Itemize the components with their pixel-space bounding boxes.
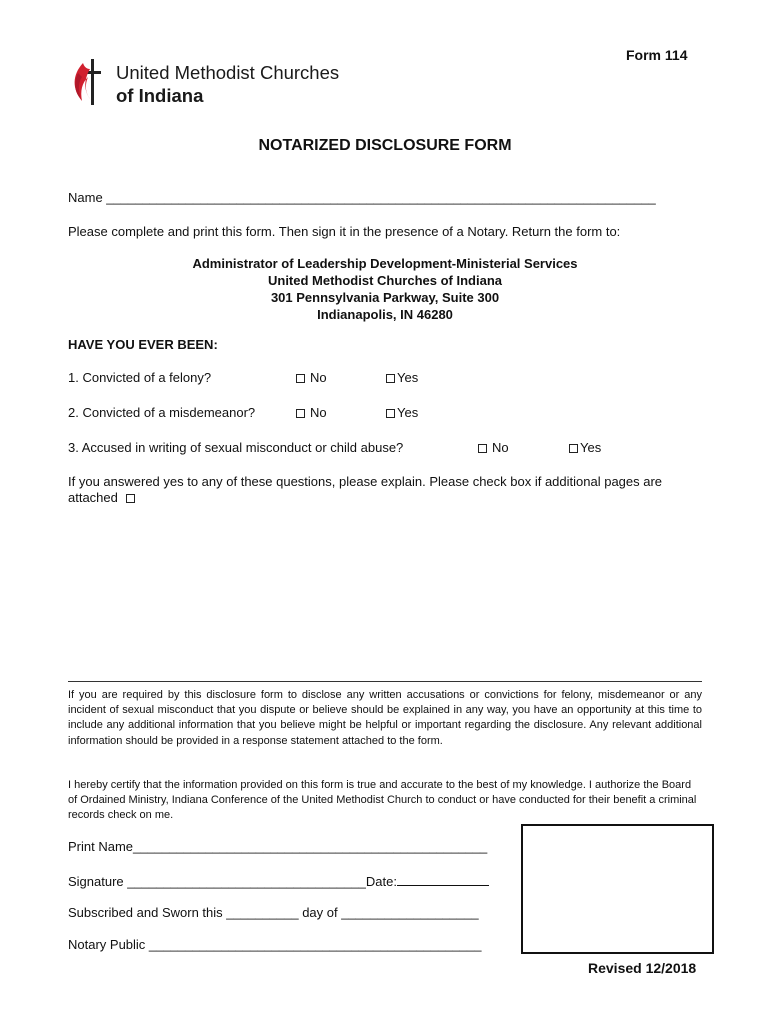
address-line-4: Indianapolis, IN 46280	[317, 307, 453, 322]
return-address	[0, 255, 770, 323]
signature-row	[68, 872, 489, 890]
question-3-no-option[interactable]	[478, 440, 509, 456]
yes-label: Yes	[397, 370, 419, 385]
date-label: Date:	[365, 874, 397, 889]
notary-seal-box	[521, 824, 714, 954]
address-line-3: 301 Pennsylvania Parkway, Suite 300	[270, 290, 500, 305]
checkbox-icon[interactable]	[296, 374, 305, 383]
page-title: NOTARIZED DISCLOSURE FORM	[258, 137, 512, 154]
no-label: No	[310, 370, 327, 385]
sworn-row	[68, 905, 479, 921]
checkbox-icon[interactable]	[296, 409, 305, 418]
cross-and-flame-icon	[75, 59, 101, 105]
checkbox-icon[interactable]	[386, 409, 395, 418]
question-3-yes-option[interactable]	[569, 440, 601, 456]
disclaimer: If you are required by this disclosure form to disclose any written accusations or convictions for felony, misdemeanor or any incident of sexual misconduct that you dispute or believe should be explained in any way, you have an opportunity at this time to include any additional information that you believe might be helpful or important regarding the disclosure. Any relevant additional information should be provided in a response statement attached to the form.	[68, 689, 702, 747]
question-1-no-option[interactable]	[296, 370, 327, 386]
form-number: Form 114	[626, 47, 688, 63]
address-line-2: United Methodist Churches of Indiana	[267, 273, 502, 288]
print-name-field[interactable]: Print Name_________________________________________________	[68, 839, 488, 854]
address-line-1: Administrator of Leadership Development-Ministerial Services	[192, 256, 578, 271]
sworn-day-field[interactable]: Subscribed and Sworn this __________	[68, 905, 299, 920]
signature-field[interactable]: Signature _________________________________	[68, 874, 366, 889]
checkbox-icon[interactable]	[478, 444, 487, 453]
date-field[interactable]	[397, 872, 489, 886]
no-label: No	[310, 405, 327, 420]
additional-pages-checkbox[interactable]	[126, 494, 135, 503]
question-2-no-option[interactable]	[296, 405, 327, 421]
checkbox-icon[interactable]	[569, 444, 578, 453]
logo-line-1: United Methodist Churches	[116, 62, 340, 83]
yes-label: Yes	[580, 440, 602, 455]
sworn-month-field[interactable]: day of ___________________	[302, 905, 479, 920]
divider	[68, 681, 702, 682]
question-2-text: 2. Convicted of a misdemeanor?	[68, 405, 256, 420]
instructions: Please complete and print this form. Then sign it in the presence of a Notary. Return the form to:	[68, 224, 621, 239]
notary-public-field[interactable]: Notary Public ______________________________________________	[68, 937, 482, 952]
logo-line-2: of Indiana	[116, 85, 204, 106]
question-1-text: 1. Convicted of a felony?	[68, 370, 212, 385]
revision-date: Revised 12/2018	[588, 960, 697, 976]
question-1-yes-option[interactable]	[386, 370, 418, 386]
logo-wordmark	[116, 61, 339, 107]
explanation-text: If you answered yes to any of these questions, please explain. Please check box if additional pages are attached	[68, 474, 663, 505]
section-heading: HAVE YOU EVER BEEN:	[68, 337, 218, 352]
yes-label: Yes	[397, 405, 419, 420]
explanation-prompt	[68, 474, 704, 506]
certification: I hereby certify that the information provided on this form is true and accurate to the best of my knowledge. I authorize the Board of Ordained Ministry, Indiana Conference of the United Methodist Church to conduct or have conducted for their benefit a criminal records check on me.	[68, 779, 697, 822]
checkbox-icon[interactable]	[386, 374, 395, 383]
question-2-yes-option[interactable]	[386, 405, 418, 421]
question-3-text: 3. Accused in writing of sexual misconduct or child abuse?	[68, 440, 404, 455]
name-field[interactable]: Name ____________________________________________________________________________	[68, 190, 656, 205]
no-label: No	[492, 440, 509, 455]
